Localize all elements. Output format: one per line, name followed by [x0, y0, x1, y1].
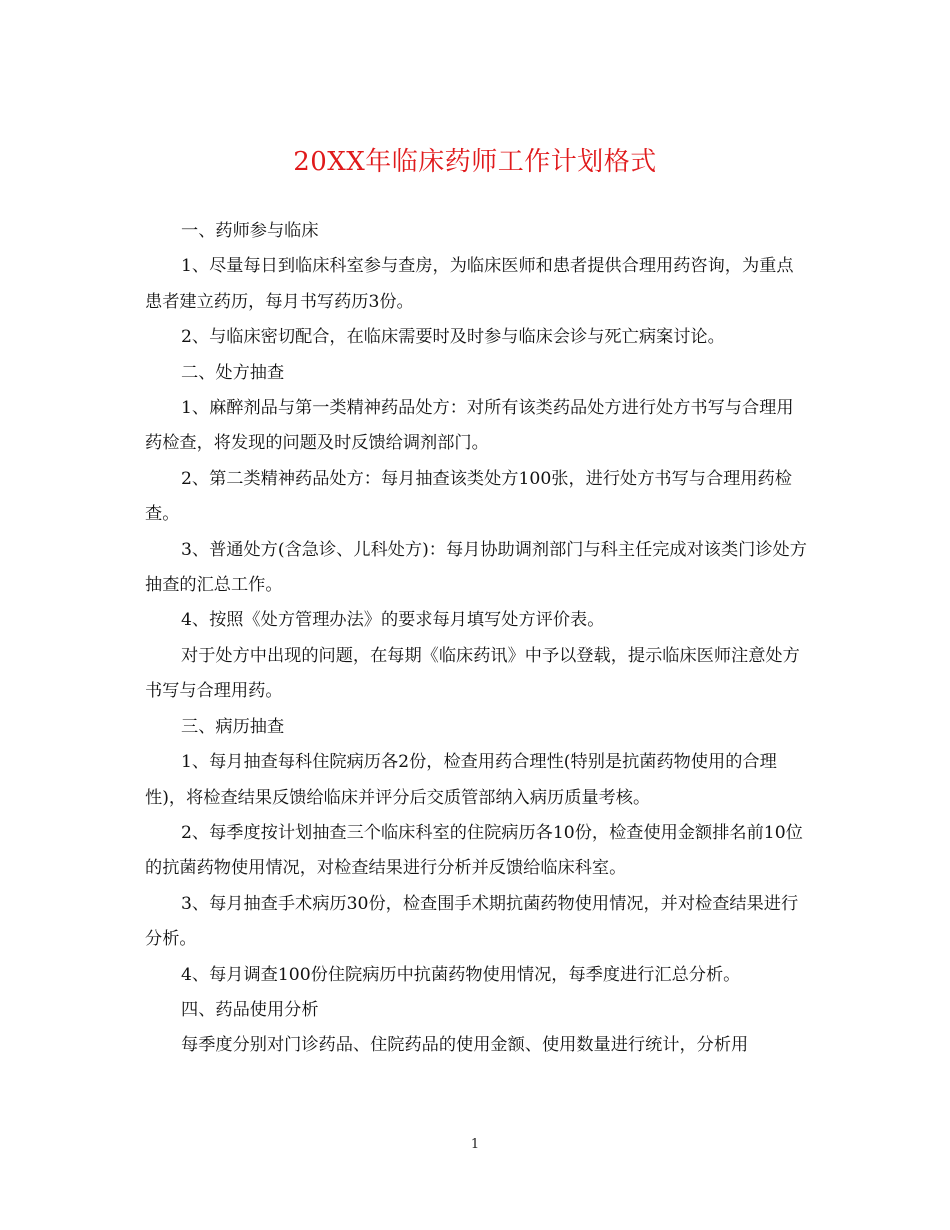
section-heading-4: 四、药品使用分析 [181, 999, 319, 1020]
paragraph: 每季度分别对门诊药品、住院药品的使用金额、使用数量进行统计，分析用 [181, 1035, 749, 1056]
paragraph: 3、每月抽查手术病历30份，检查围手术期抗菌药物使用情况，并对检查结果进行分析。 [145, 893, 799, 950]
document-body [145, 214, 810, 1064]
paragraph: 1、每月抽查每科住院病历各2份，检查用药合理性(特别是抗菌药物使用的合理性)，将检查结果反馈给临床并评分后交质管部纳入病历质量考核。 [145, 752, 777, 808]
section-heading-3: 三、病历抽查 [181, 716, 285, 737]
paragraph: 2、与临床密切配合，在临床需要时及时参与临床会诊与死亡病案讨论。 [181, 327, 725, 348]
paragraph: 3、普通处方(含急诊、儿科处方)：每月协助调剂部门与科主任完成对该类门诊处方抽查的汇总工作。 [145, 539, 807, 596]
paragraph: 对于处方中出现的问题，在每期《临床药讯》中予以登载，提示临床医师注意处方书写与合理用药。 [145, 645, 800, 702]
section-heading-2: 二、处方抽查 [181, 362, 285, 383]
paragraph: 4、按照《处方管理办法》的要求每月填写处方评价表。 [181, 610, 605, 631]
document-title: 20XX年临床药师工作计划格式 [293, 147, 657, 177]
section-heading-1: 一、药师参与临床 [181, 221, 319, 241]
paragraph: 1、尽量每日到临床科室参与查房，为临床医师和患者提供合理用药咨询，为重点患者建立药历，每月书写药历3份。 [145, 256, 794, 312]
paragraph: 2、第二类精神药品处方：每月抽查该类处方100张，进行处方书写与合理用药检查。 [145, 468, 792, 525]
paragraph: 1、麻醉剂品与第一类精神药品处方：对所有该类药品处方进行处方书写与合理用药检查，将发现的问题及时反馈给调剂部门。 [145, 398, 794, 454]
paragraph: 4、每月调查100份住院病历中抗菌药物使用情况，每季度进行汇总分析。 [181, 964, 741, 985]
paragraph: 2、每季度按计划抽查三个临床科室的住院病历各10份，检查使用金额排名前10位的抗菌药物使用情况，对检查结果进行分析并反馈给临床科室。 [145, 822, 803, 879]
page-number: 1 [470, 1137, 480, 1152]
